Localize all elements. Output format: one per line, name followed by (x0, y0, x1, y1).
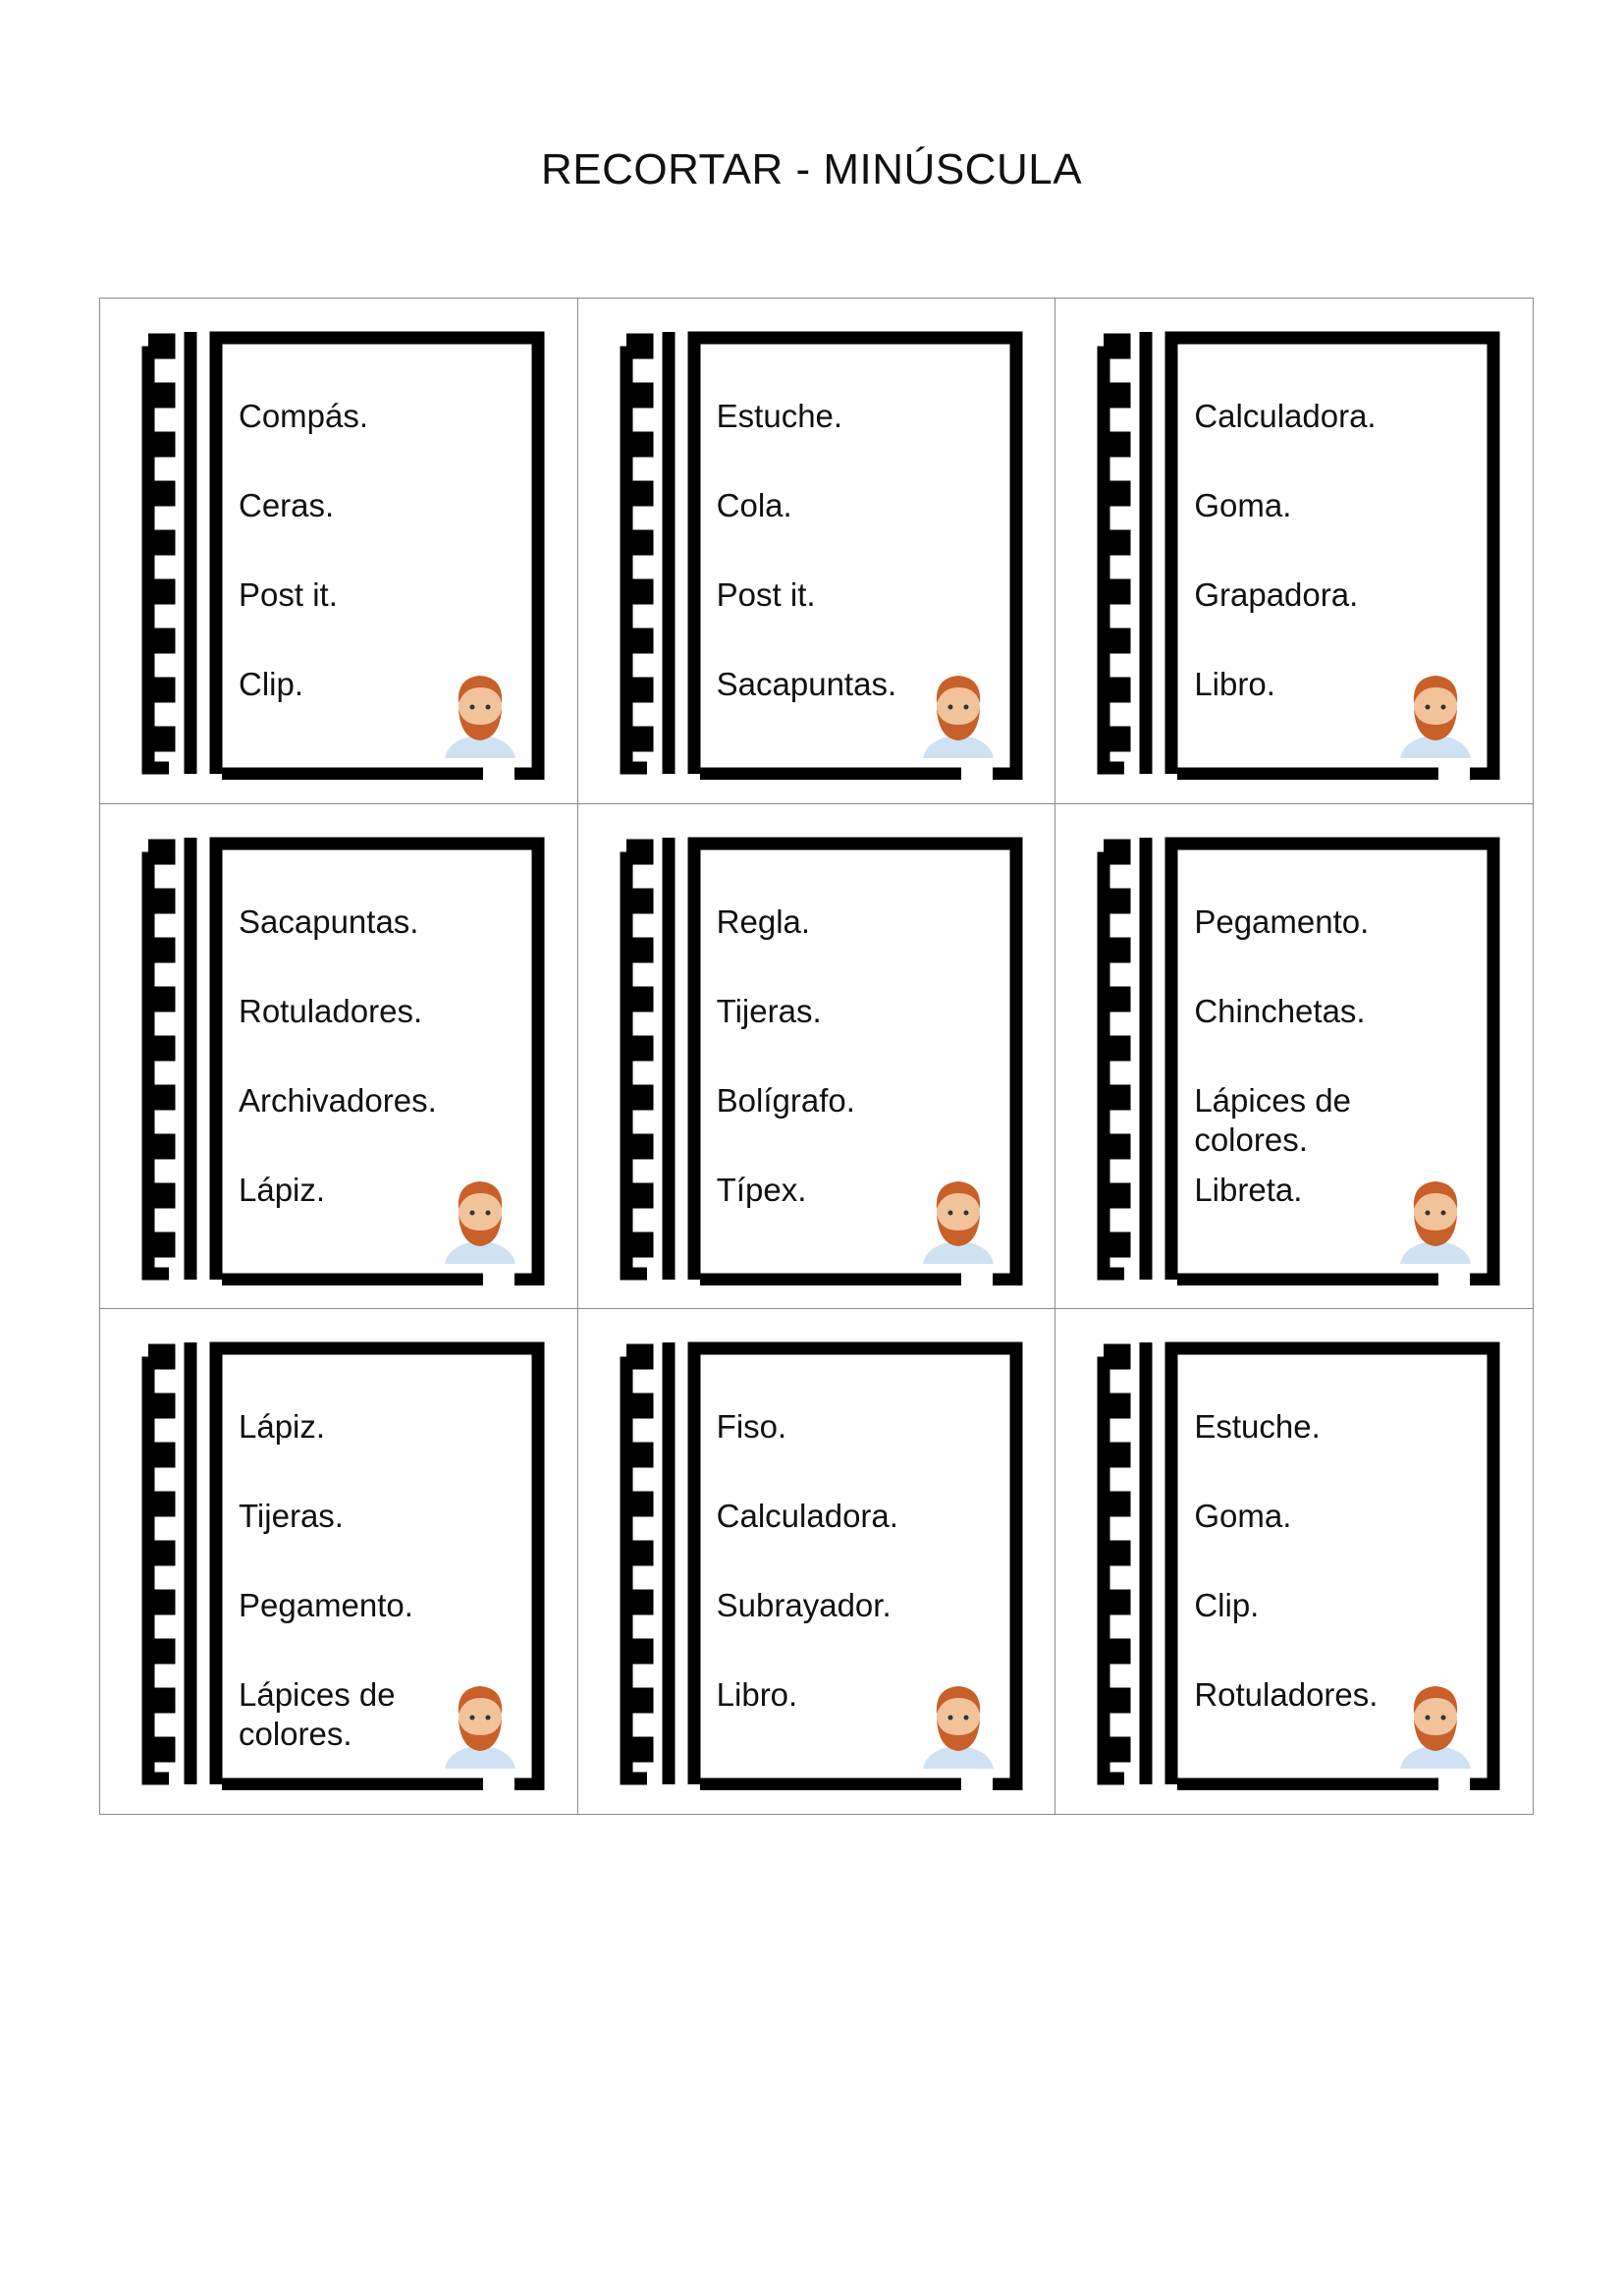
word-item: Libreta. (1194, 1171, 1303, 1208)
word-item: Estuche. (1194, 1408, 1321, 1446)
word-item: Clip. (1194, 1587, 1260, 1624)
card (100, 804, 578, 1310)
word-item: Estuche. (716, 398, 843, 434)
bearded-man-avatar-icon (917, 1175, 1000, 1264)
word-item: Cola. (716, 487, 792, 523)
card (1055, 804, 1534, 1310)
card (578, 1309, 1056, 1815)
card (578, 299, 1056, 804)
word-item: Libro. (716, 1676, 798, 1714)
card (578, 804, 1056, 1310)
word-item: Pegamento. (1194, 902, 1370, 940)
card (1055, 299, 1534, 804)
word-item: Tijeras. (239, 1498, 344, 1535)
word-item: Tijeras. (716, 992, 822, 1029)
word-item: Sacapuntas. (239, 902, 419, 940)
bearded-man-avatar-icon (917, 1680, 1000, 1769)
word-item: Clip. (239, 666, 304, 702)
word-item: Fiso. (716, 1408, 787, 1446)
word-item: Ceras. (239, 487, 335, 523)
card (100, 1309, 578, 1815)
word-item: Goma. (1194, 487, 1292, 523)
cards-grid (99, 298, 1534, 1815)
bearded-man-avatar-icon (917, 670, 1000, 758)
bearded-man-avatar-icon (1394, 1175, 1477, 1264)
card (1055, 1309, 1534, 1815)
bearded-man-avatar-icon (1394, 1680, 1477, 1769)
bearded-man-avatar-icon (439, 670, 521, 758)
word-item: Típex. (716, 1171, 807, 1208)
word-item: Rotuladores. (1194, 1676, 1379, 1714)
word-item: Sacapuntas. (716, 666, 897, 702)
word-item: Lápiz. (239, 1408, 326, 1446)
word-item: Goma. (1194, 1498, 1292, 1535)
word-item: Bolígrafo. (716, 1081, 855, 1119)
word-item: Lápices de colores. (1194, 1081, 1351, 1158)
word-item: Lápiz. (239, 1171, 326, 1208)
word-item: Compás. (239, 398, 369, 434)
word-item: Calculadora. (716, 1498, 898, 1535)
word-item: Lápices de colores. (239, 1676, 396, 1753)
word-item: Grapadora. (1194, 576, 1359, 613)
card (100, 299, 578, 804)
word-item: Rotuladores. (239, 992, 423, 1029)
word-item: Archivadores. (239, 1081, 437, 1119)
word-item: Post it. (716, 576, 816, 613)
word-item: Pegamento. (239, 1587, 413, 1624)
bearded-man-avatar-icon (439, 1175, 521, 1264)
word-item: Regla. (716, 902, 811, 940)
word-item: Subrayador. (716, 1587, 892, 1624)
bearded-man-avatar-icon (439, 1680, 521, 1769)
word-item: Calculadora. (1194, 398, 1377, 434)
word-item: Post it. (239, 576, 338, 613)
page-title: RECORTAR - MINÚSCULA (540, 145, 1083, 193)
word-item: Chinchetas. (1194, 992, 1366, 1029)
word-item: Libro. (1194, 666, 1275, 702)
bearded-man-avatar-icon (1394, 670, 1477, 758)
